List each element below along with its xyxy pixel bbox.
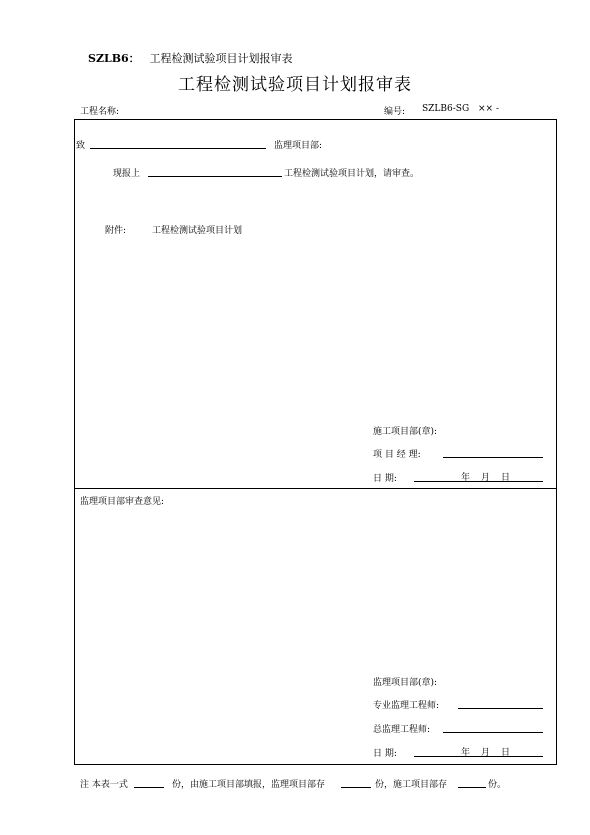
to-prefix: 致 — [76, 141, 86, 151]
specialist-engineer-label: 专业监理工程师: — [373, 701, 440, 711]
review-date-year: 年 — [461, 748, 471, 758]
chief-engineer-field[interactable] — [443, 732, 543, 733]
date-day: 日 — [501, 473, 511, 483]
body-prefix: 现报上 — [113, 169, 141, 179]
form-code-title: 工程检测试验项目计划报审表 — [149, 52, 293, 65]
date-field[interactable] — [414, 481, 543, 482]
footer-note-part4: 份。 — [488, 780, 507, 790]
footer-note-part1: 注 本表一式 — [80, 780, 128, 790]
project-name-label: 工程名称: — [80, 107, 120, 117]
chief-engineer-label: 总监理工程师: — [373, 725, 431, 735]
form-code-line — [88, 50, 293, 66]
construction-dept-seal: 施工项目部(章): — [373, 427, 438, 437]
review-date-day: 日 — [501, 748, 511, 758]
review-date-field[interactable] — [414, 756, 543, 757]
to-suffix: 监理项目部: — [274, 141, 323, 151]
project-manager-field[interactable] — [443, 457, 543, 458]
number-label: 编号: — [384, 107, 406, 117]
copies-supervision-field[interactable] — [341, 787, 371, 788]
project-manager-label: 项 目 经 理: — [373, 450, 421, 460]
review-opinion-label: 监理项目部审查意见: — [80, 497, 165, 507]
body-suffix: 工程检测试验项目计划，请审查。 — [284, 169, 420, 179]
specialist-engineer-field[interactable] — [458, 708, 543, 709]
date-label: 日 期: — [373, 474, 397, 484]
project-field[interactable] — [148, 176, 282, 177]
date-year: 年 — [461, 473, 471, 483]
review-date-month: 月 — [481, 748, 491, 758]
attachment-label: 附件: — [105, 226, 127, 236]
to-recipient-field[interactable] — [90, 148, 266, 149]
number-suffix: ×× - — [478, 104, 499, 114]
copies-construction-field[interactable] — [458, 787, 486, 788]
supervision-dept-seal: 监理项目部(章): — [373, 678, 438, 688]
number-value: SZLB6-SG — [422, 104, 470, 114]
date-month: 月 — [481, 473, 491, 483]
form-code: SZLB6： — [88, 52, 140, 65]
review-date-label: 日 期: — [373, 749, 397, 759]
review-section — [74, 487, 557, 765]
copies-total-field[interactable] — [134, 787, 164, 788]
footer-note-part2: 份，由施工项目部填报，监理项目部存 — [172, 780, 326, 790]
attachment-value: 工程检测试验项目计划 — [152, 226, 243, 236]
footer-note-part3: 份，施工项目部存 — [375, 780, 448, 790]
page-title: 工程检测试验项目计划报审表 — [178, 75, 412, 95]
